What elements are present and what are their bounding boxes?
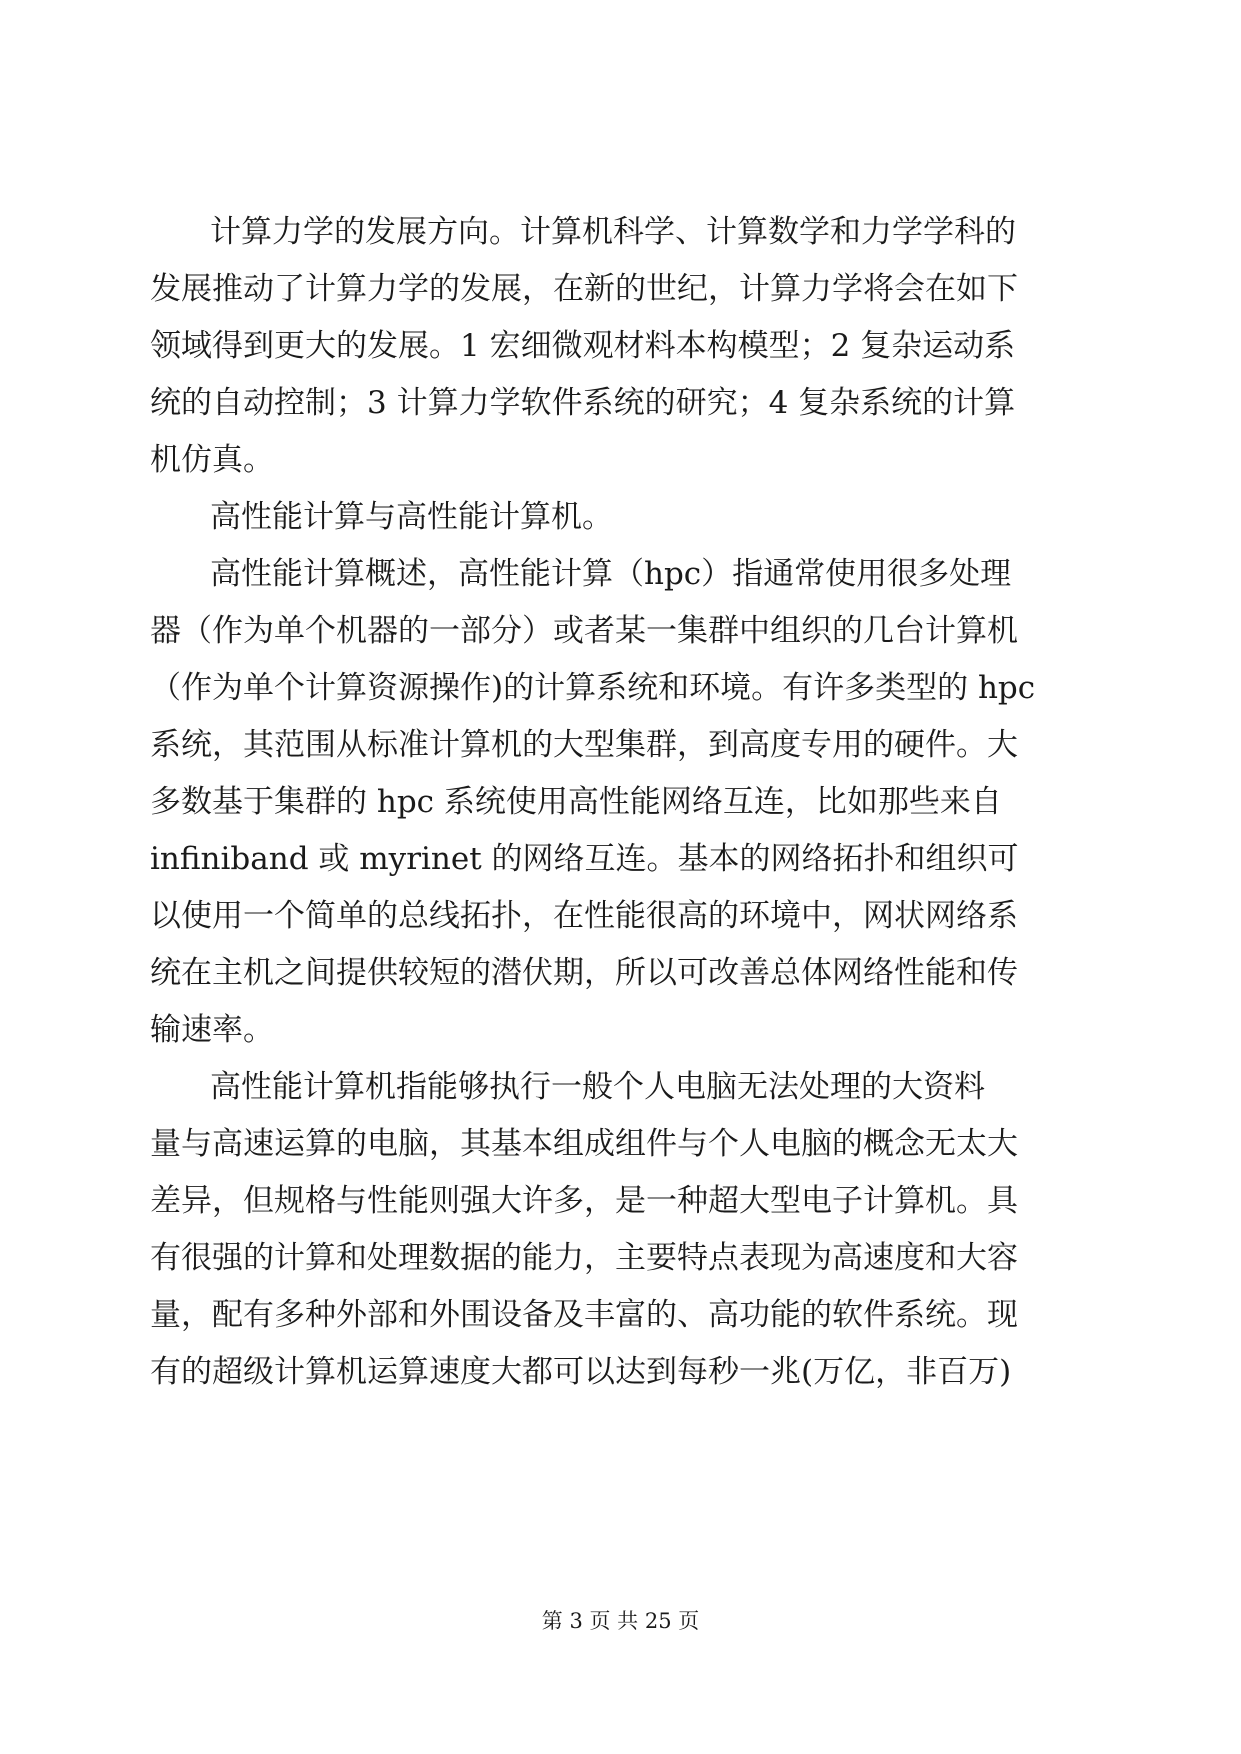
page-number-footer: 第 3 页 共 25 页 xyxy=(541,1609,700,1633)
text-line: 统在主机之间提供较短的潜伏期，所以可改善总体网络性能和传 xyxy=(150,955,1018,991)
text-line: infiniband 或 myrinet 的网络互连。基本的网络拓扑和组织可 xyxy=(150,841,1019,877)
text-line: 高性能计算概述，高性能计算（hpc）指通常使用很多处理 xyxy=(210,556,1012,592)
text-line: 有的超级计算机运算速度大都可以达到每秒一兆(万亿，非百万) xyxy=(150,1354,1012,1390)
text-line: （作为单个计算资源操作)的计算系统和环境。有许多类型的 hpc xyxy=(150,670,1036,706)
text-line: 有很强的计算和处理数据的能力，主要特点表现为高速度和大容 xyxy=(150,1240,1018,1276)
text-line: 多数基于集群的 hpc 系统使用高性能网络互连，比如那些来自 xyxy=(150,784,1002,820)
text-line: 系统，其范围从标准计算机的大型集群，到高度专用的硬件。大 xyxy=(150,727,1018,763)
text-line: 量，配有多种外部和外围设备及丰富的、高功能的软件系统。现 xyxy=(150,1297,1018,1333)
text-line: 高性能计算机指能够执行一般个人电脑无法处理的大资料 xyxy=(210,1069,985,1105)
text-line: 量与高速运算的电脑，其基本组成组件与个人电脑的概念无太大 xyxy=(150,1126,1018,1162)
text-line: 发展推动了计算力学的发展，在新的世纪，计算力学将会在如下 xyxy=(150,271,1018,307)
text-line: 器（作为单个机器的一部分）或者某一集群中组织的几台计算机 xyxy=(150,613,1018,649)
text-line: 统的自动控制；3 计算力学软件系统的研究；4 复杂系统的计算 xyxy=(150,385,1016,421)
text-line: 领域得到更大的发展。1 宏细微观材料本构模型；2 复杂运动系 xyxy=(150,328,1016,364)
text-line: 以使用一个简单的总线拓扑，在性能很高的环境中，网状网络系 xyxy=(150,898,1018,934)
text-line: 差异，但规格与性能则强大许多，是一种超大型电子计算机。具 xyxy=(150,1183,1018,1219)
text-line: 机仿真。 xyxy=(150,442,274,478)
section-heading: 高性能计算与高性能计算机。 xyxy=(210,499,613,535)
text-line: 计算力学的发展方向。计算机科学、计算数学和力学学科的 xyxy=(210,214,1016,250)
text-line: 输速率。 xyxy=(150,1012,274,1048)
